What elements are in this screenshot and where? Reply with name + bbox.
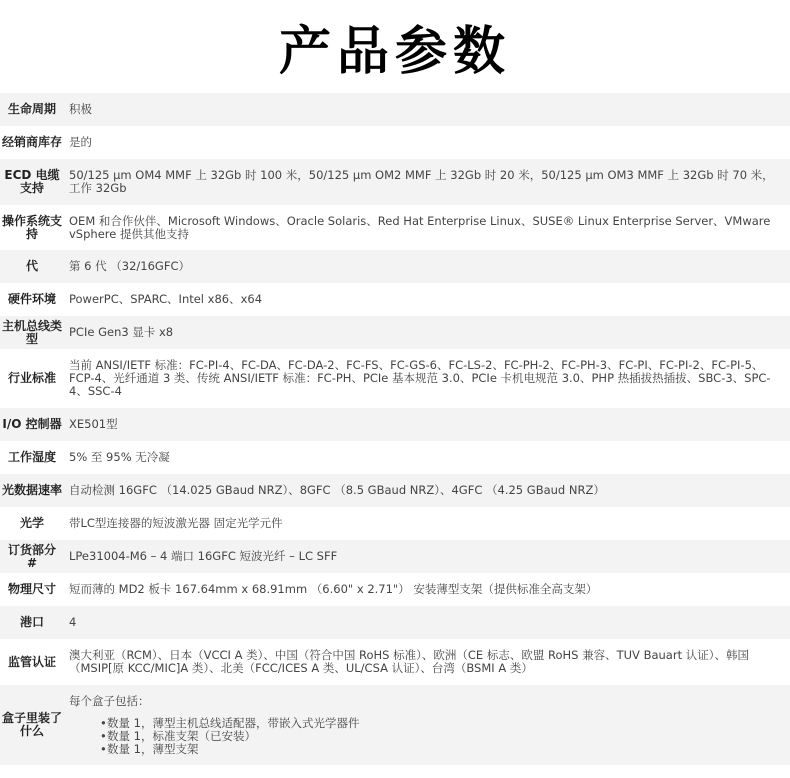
spec-value: 第 6 代 （32/16GFC） xyxy=(69,259,190,273)
list-item: • 数量 1，标准支架（已安装） xyxy=(107,730,780,743)
spec-value: 积极 xyxy=(69,102,92,116)
spec-value: PowerPC、SPARC、Intel x86、x64 xyxy=(69,292,263,306)
spec-label: ECD 电缆支持 xyxy=(4,168,60,195)
spec-value: 自动检测 16GFC （14.025 GBaud NRZ）、8GFC （8.5 GBaud NRZ）、4GFC （4.25 GBaud NRZ） xyxy=(69,483,605,497)
spec-label: 光数据速率 xyxy=(2,483,63,497)
spec-row-box-contents xyxy=(0,685,790,765)
page-title: 产品参数 xyxy=(278,21,511,82)
spec-row xyxy=(0,283,790,316)
spec-label: 代 xyxy=(25,259,38,273)
spec-label: 经销商库存 xyxy=(2,135,63,149)
spec-row xyxy=(0,540,790,573)
list-item: • 数量 1，薄型支架 xyxy=(107,743,780,756)
spec-row xyxy=(0,474,790,507)
spec-row xyxy=(0,205,790,250)
spec-row xyxy=(0,606,790,639)
spec-value: XE501型 xyxy=(69,417,118,431)
box-contents-value xyxy=(64,685,790,765)
spec-row xyxy=(0,441,790,474)
spec-label: 盒子里装了什么 xyxy=(2,711,63,738)
spec-value: 是的 xyxy=(69,135,92,149)
box-contents-intro: 每个盒子包括： xyxy=(69,693,150,708)
spec-value: 50/125 µm OM4 MMF 上 32Gb 时 100 米，50/125 µm OM2 MMF 上 32Gb 时 20 米，50/125 µm OM3 MMF 上 32Gb 时 70 米，工作 32Gb xyxy=(69,168,774,195)
spec-row xyxy=(0,93,790,126)
spec-label: 生命周期 xyxy=(7,102,56,116)
spec-row xyxy=(0,126,790,159)
spec-row xyxy=(0,507,790,540)
spec-label: 主机总线类型 xyxy=(2,318,63,346)
spec-label: 硬件环境 xyxy=(7,292,56,306)
spec-row xyxy=(0,349,790,408)
spec-label: 监管认证 xyxy=(7,654,56,669)
spec-label: 物理尺寸 xyxy=(7,582,56,596)
list-item: • 数量 1，薄型主机总线适配器，带嵌入式光学器件 xyxy=(107,717,780,730)
spec-label: 操作系统支持 xyxy=(2,213,63,241)
spec-table xyxy=(0,93,790,765)
spec-value: 4 xyxy=(69,615,77,629)
spec-value: LPe31004-M6 – 4 端口 16GFC 短波光纤 – LC SFF xyxy=(69,549,338,563)
spec-value: 5% 至 95% 无冷凝 xyxy=(69,450,170,464)
spec-label: 光学 xyxy=(19,516,44,530)
spec-row xyxy=(0,159,790,205)
spec-value: 澳大利亚（RCM）、日本（VCCI A 类）、中国（符合中国 RoHS 标准）、欧洲（CE 标志、欧盟 RoHS 兼容、TUV Bauart 认证）、韩国（MSIP[原 KCC/MIC]A 类）、北美（FCC/ICES A 类、UL/CSA 认证）、台湾（BSMI A 类） xyxy=(69,648,749,675)
spec-label: 工作湿度 xyxy=(7,450,56,464)
spec-row xyxy=(0,639,790,685)
spec-label: 行业标准 xyxy=(7,371,56,385)
spec-row xyxy=(0,316,790,349)
spec-value: OEM 和合作伙伴、Microsoft Windows、Oracle Solaris、Red Hat Enterprise Linux、SUSE® Linux Enterprise Server、VMware vSphere 提供其他支持 xyxy=(69,213,771,241)
spec-row xyxy=(0,250,790,283)
spec-value: PCIe Gen3 显卡 x8 xyxy=(69,325,174,339)
spec-label: 订货部分 # xyxy=(7,542,56,570)
box-contents-list xyxy=(69,717,780,756)
spec-row xyxy=(0,408,790,441)
spec-row xyxy=(0,573,790,606)
spec-value: 短而薄的 MD2 板卡 167.64mm x 68.91mm （6.60" x 2.71"） 安装薄型支架（提供标准全高支架） xyxy=(69,582,598,596)
spec-value: 当前 ANSI/IETF 标准：FC-PI-4、FC-DA、FC-DA-2、FC-FS、FC-GS-6、FC-LS-2、FC-PH-2、FC-PH-3、FC-PI、FC-PI-2、FC-PI-5、FCP-4、光纤通道 3 类、传统 ANSI/IETF 标准：FC-PH、PCIe 基本规范 3.0、PCIe 卡机电规范 3.0、PHP 热插拔热插拔、SBC-3、SPC-4、SSC-4 xyxy=(69,358,771,398)
spec-value: 带LC型连接器的短波激光器 固定光学元件 xyxy=(69,516,283,530)
spec-label: 港口 xyxy=(19,615,44,629)
spec-label: I/O 控制器 xyxy=(2,417,62,431)
